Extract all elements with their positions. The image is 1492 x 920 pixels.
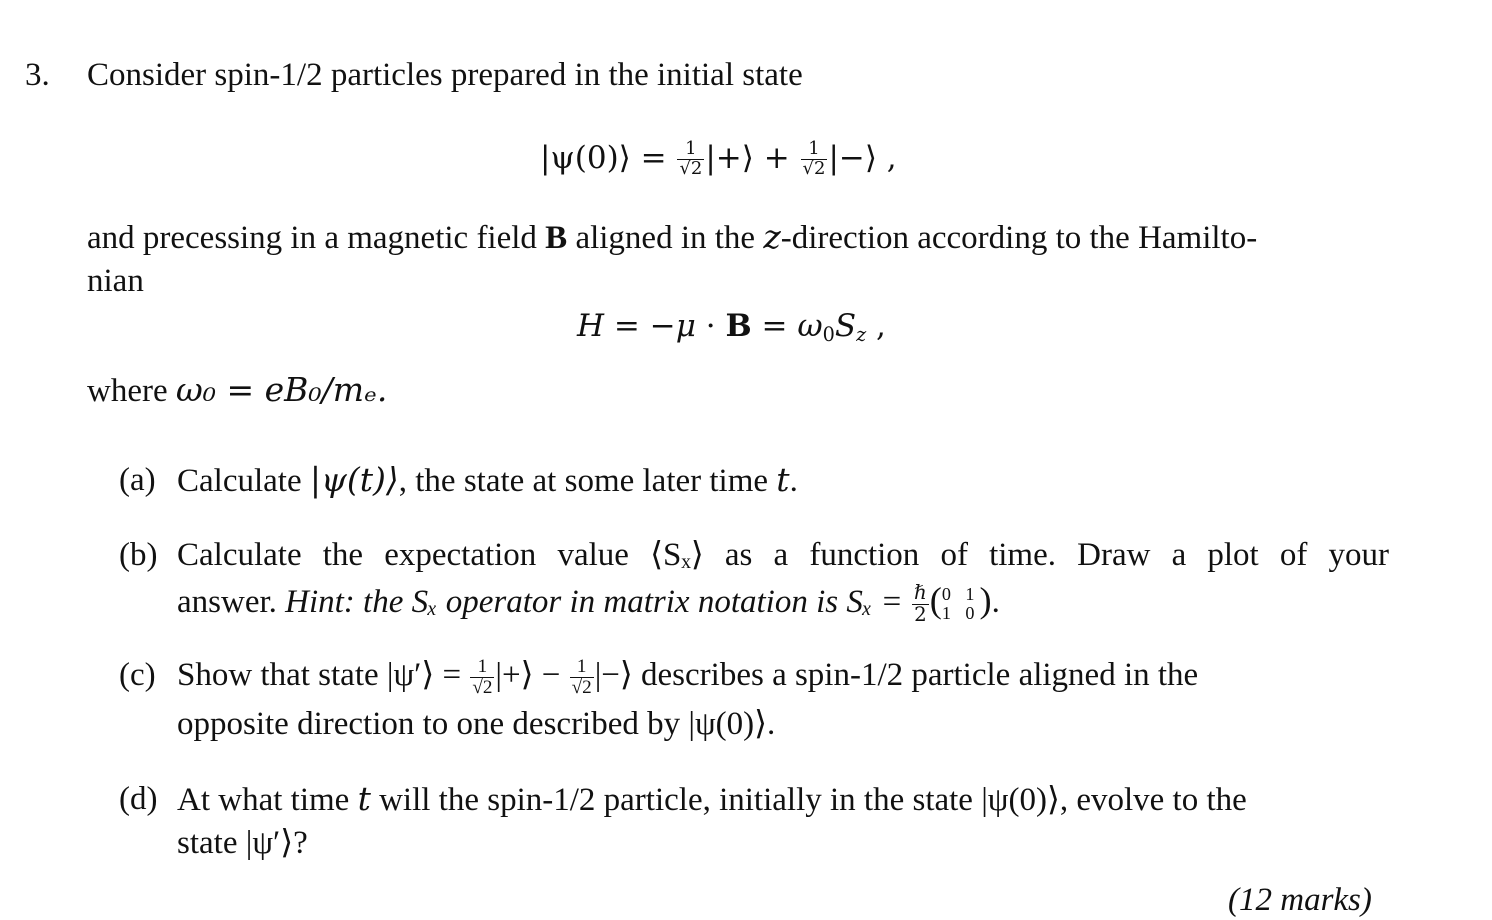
- eq1-frac-plus: $\frac{1}{√2}$: [679, 138, 703, 179]
- part-d-line2: state |ψ′⟩?: [177, 825, 308, 861]
- hbar-over-2: $\frac{\text{ℏ}}{2}$: [913, 581, 927, 626]
- part-b-label: (b): [119, 537, 158, 573]
- eq1-ket-minus: |−⟩ ,: [828, 140, 897, 176]
- part-c-label: (c): [119, 657, 156, 693]
- hamiltonian-equation: $H = -\mu \cdot B = \omega_0S_z$ ,: [577, 308, 886, 346]
- eq1-ket-plus: |+⟩ +: [705, 140, 790, 176]
- part-c-frac-minus: $\frac{1}{√2}$: [571, 655, 592, 698]
- question-number: 3.: [25, 57, 50, 93]
- question-intro: Consider spin-1/2 particles prepared in the initial state: [87, 57, 803, 93]
- part-c-line2: opposite direction to one described by |ψ(0)⟩.: [177, 706, 776, 742]
- paragraph-field-line2: nian: [87, 263, 144, 299]
- initial-state-equation: [540, 138, 897, 179]
- eq1-frac-minus: $\frac{1}{√2}$: [802, 138, 826, 179]
- marks-label: (12 marks): [1228, 882, 1372, 918]
- part-b-line2: answer. Hint: the Sₓ operator in matrix notation is Sₓ = $\frac{\text{ℏ}}{2}$ ( 0 1 1 0 ).: [177, 580, 1000, 626]
- part-c-frac-plus: $\frac{1}{√2}$: [472, 655, 493, 698]
- part-b-line1: Calculate the expectation value ⟨Sₓ⟩ as a function of time. Draw a plot of your: [177, 537, 1389, 573]
- part-c-line1: Show that state |ψ′⟩ = $\frac{1}{√2}$ |+⟩ − $\frac{1}{√2}$ |−⟩ describes a spin-1/2 particle aligned in the: [177, 655, 1199, 698]
- sx-matrix: 0 1 1 0: [941, 584, 980, 624]
- part-d-label: (d): [119, 781, 158, 817]
- where-line: where ω₀ = eB₀/mₑ.: [87, 370, 388, 409]
- part-a-label: (a): [119, 462, 156, 498]
- eq1-lhs: |ψ(0)⟩ =: [540, 140, 667, 176]
- paragraph-field-line1: and precessing in a magnetic field B aligned in the z-direction according to the Hamilto-: [87, 217, 1258, 256]
- part-d-line1: At what time t will the spin-1/2 particle, initially in the state |ψ(0)⟩, evolve to the: [177, 779, 1247, 818]
- part-a-text: Calculate |ψ(t)⟩, the state at some later time t.: [177, 460, 798, 499]
